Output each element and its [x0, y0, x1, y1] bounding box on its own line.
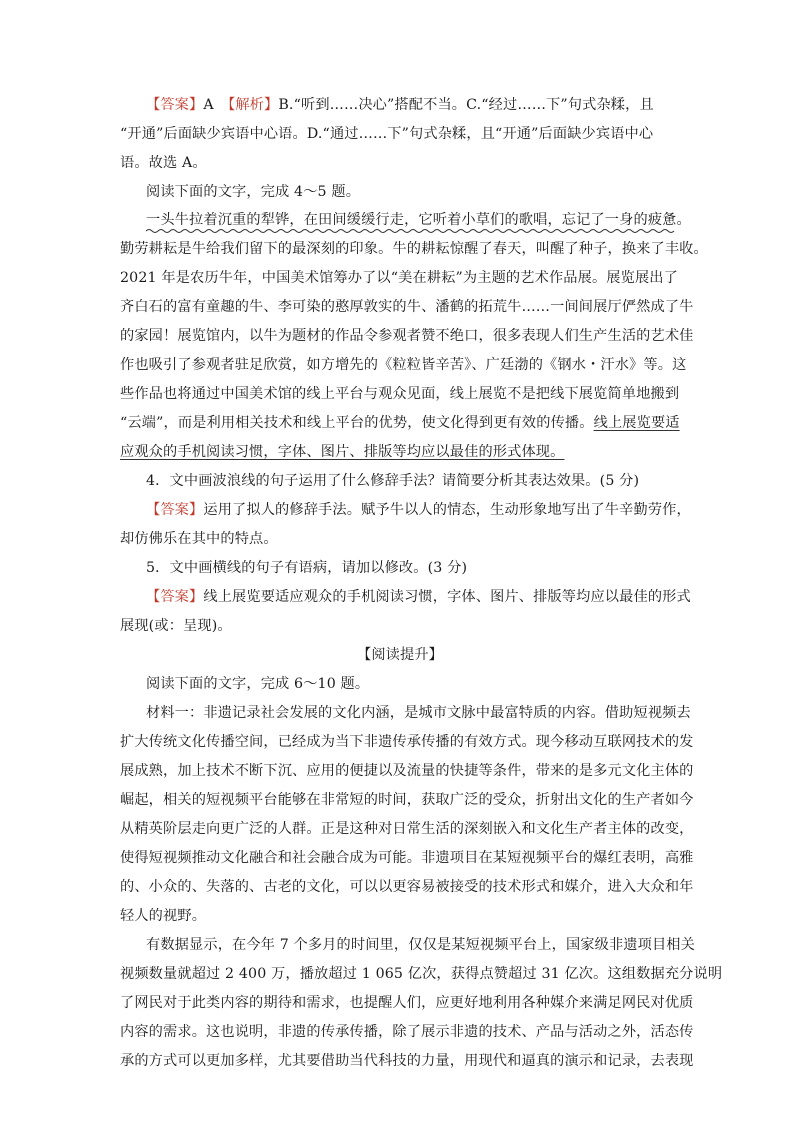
wavy-sentence-text: 一头牛拉着沉重的犁铧，在田间缓缓行走，它听着小草们的歌唱，忘记了一身的疲惫。 [146, 212, 691, 228]
answer-tag: 【答案】 [146, 589, 204, 605]
analysis-text: B.“听到……决心”搭配不当。C.“经过……下”句式杂糅，且 [278, 97, 654, 113]
q3-answer-line-3: 语。故选 A。 [120, 155, 207, 171]
q3-answer-line-2: “开通”后面缺少宾语中心语。D.“通过……下”句式杂糅，且“开通”后面缺少宾语中心 [120, 126, 654, 142]
material-p2-line-3: 了网民对于此类内容的期待和需求，也提醒人们，应更好地利用各种媒介来满足网民对优质 [120, 995, 694, 1011]
q5-answer-line-2: 展现(或：呈现)。 [120, 618, 232, 634]
material-line-6: 使得短视频推动文化融合和社会融合成为可能。非遗项目在某短视频平台的爆红表明，高雅 [120, 850, 694, 866]
wavy-underline [146, 228, 680, 234]
passage-line-2: 勤劳耕耘是牛给我们留下的最深刻的印象。牛的耕耘惊醒了春天，叫醒了种子，换来了丰收。 [120, 241, 708, 257]
answer-value: A [203, 97, 229, 113]
q4-answer-line-2: 却仿佛乐在其中的特点。 [120, 531, 278, 547]
passage-line-3: 2021 年是农历牛年，中国美术馆筹办了以“美在耕耘”为主题的艺术作品展。展览展出了 [120, 270, 678, 286]
answer-tag: 【答案】 [146, 502, 204, 518]
passage-line-6: 作也吸引了参观者驻足欣赏，如方增先的《粒粒皆辛苦》、广廷渤的《钢水・汗水》等。这 [120, 357, 687, 373]
q4-answer-text: 运用了拟人的修辞手法。赋予牛以人的情态，生动形象地写出了牛辛勤劳作， [203, 502, 691, 518]
material-line-8: 轻人的视野。 [120, 908, 207, 924]
reading-instruction: 阅读下面的文字，完成 4～5 题。 [146, 184, 361, 200]
q5-answer-line-1 [146, 588, 691, 606]
material-line-2: 扩大传统文化传播空间，已经成为当下非遗传承传播的有效方式。现今移动互联网技术的发 [120, 734, 694, 750]
material-p2-line-4: 内容的需求。这也说明，非遗的传承传播，除了展示非遗的技术、产品与活动之外，活态传 [120, 1024, 694, 1040]
material-line-1: 材料一：非遗记录社会发展的文化内涵，是城市文脉中最富特质的内容。借助短视频去 [146, 705, 691, 721]
material-p2-line-1: 有数据显示，在今年 7 个多月的时间里，仅仅是某短视频平台上，国家级非遗项目相关 [146, 937, 695, 953]
underlined-sentence-part-1: 线上展览要适 [593, 415, 680, 431]
passage-line-4: 齐白石的富有童趣的牛、李可染的憨厚敦实的牛、潘鹤的拓荒牛……一间间展厅俨然成了牛 [120, 299, 694, 315]
material-p2-line-5: 承的方式可以更加多样，尤其要借助当代科技的力量，用现代和逼真的演示和记录，去表现 [120, 1053, 694, 1069]
analysis-tag: 【解析】 [228, 97, 279, 113]
material-p2-line-2: 视频数量就超过 2 400 万，播放超过 1 065 亿次，获得点赞超过 31 亿次。这组数据充分说明 [120, 966, 723, 982]
question-4: 4．文中画波浪线的句子运用了什么修辞手法？请简要分析其表达效果。(5 分) [146, 473, 640, 489]
passage-line-8-text: “云端”，而是利用相关技术和线上平台的优势，使文化得到更有效的传播。 [120, 415, 594, 431]
answer-tag: 【答案】 [146, 97, 204, 113]
reading-instruction-2: 阅读下面的文字，完成 6～10 题。 [146, 676, 370, 692]
passage-line-9 [120, 443, 680, 461]
q4-answer-line-1 [146, 501, 691, 519]
underlined-sentence-part-2: 应观众的手机阅读习惯，字体、图片、排版等均应以最佳的形式体现。 [120, 444, 565, 460]
material-line-5: 从精英阶层走向更广泛的人群。正是这种对日常生活的深刻嵌入和文化生产者主体的改变， [120, 821, 694, 837]
passage-line-8 [120, 414, 680, 432]
material-line-7: 的、小众的、失落的、古老的文化，可以以更容易被接受的技术形式和媒介，进入大众和年 [120, 879, 694, 895]
passage-line-5: 的家园！展览馆内，以牛为题材的作品令参观者赞不绝口，很多表现人们生产生活的艺术佳 [120, 328, 694, 344]
q5-answer-text: 线上展览要适应观众的手机阅读习惯，字体、图片、排版等均应以最佳的形式 [203, 589, 691, 605]
passage-line-7: 些作品也将通过中国美术馆的线上平台与观众见面，线上展览不是把线下展览简单地搬到 [120, 386, 680, 402]
material-line-3: 展成熟，加上技术不断下沉、应用的便捷以及流量的快捷等条件，带来的是多元文化主体的 [120, 763, 694, 779]
q3-answer-line-1 [146, 96, 680, 114]
material-line-4: 崛起，相关的短视频平台能够在非常短的时间，获取广泛的受众，折射出文化的生产者如今 [120, 792, 694, 808]
passage-wavy-sentence [146, 211, 691, 229]
section-heading: 【阅读提升】 [356, 647, 444, 663]
question-5: 5．文中画横线的句子有语病，请加以修改。(3 分) [146, 560, 468, 576]
